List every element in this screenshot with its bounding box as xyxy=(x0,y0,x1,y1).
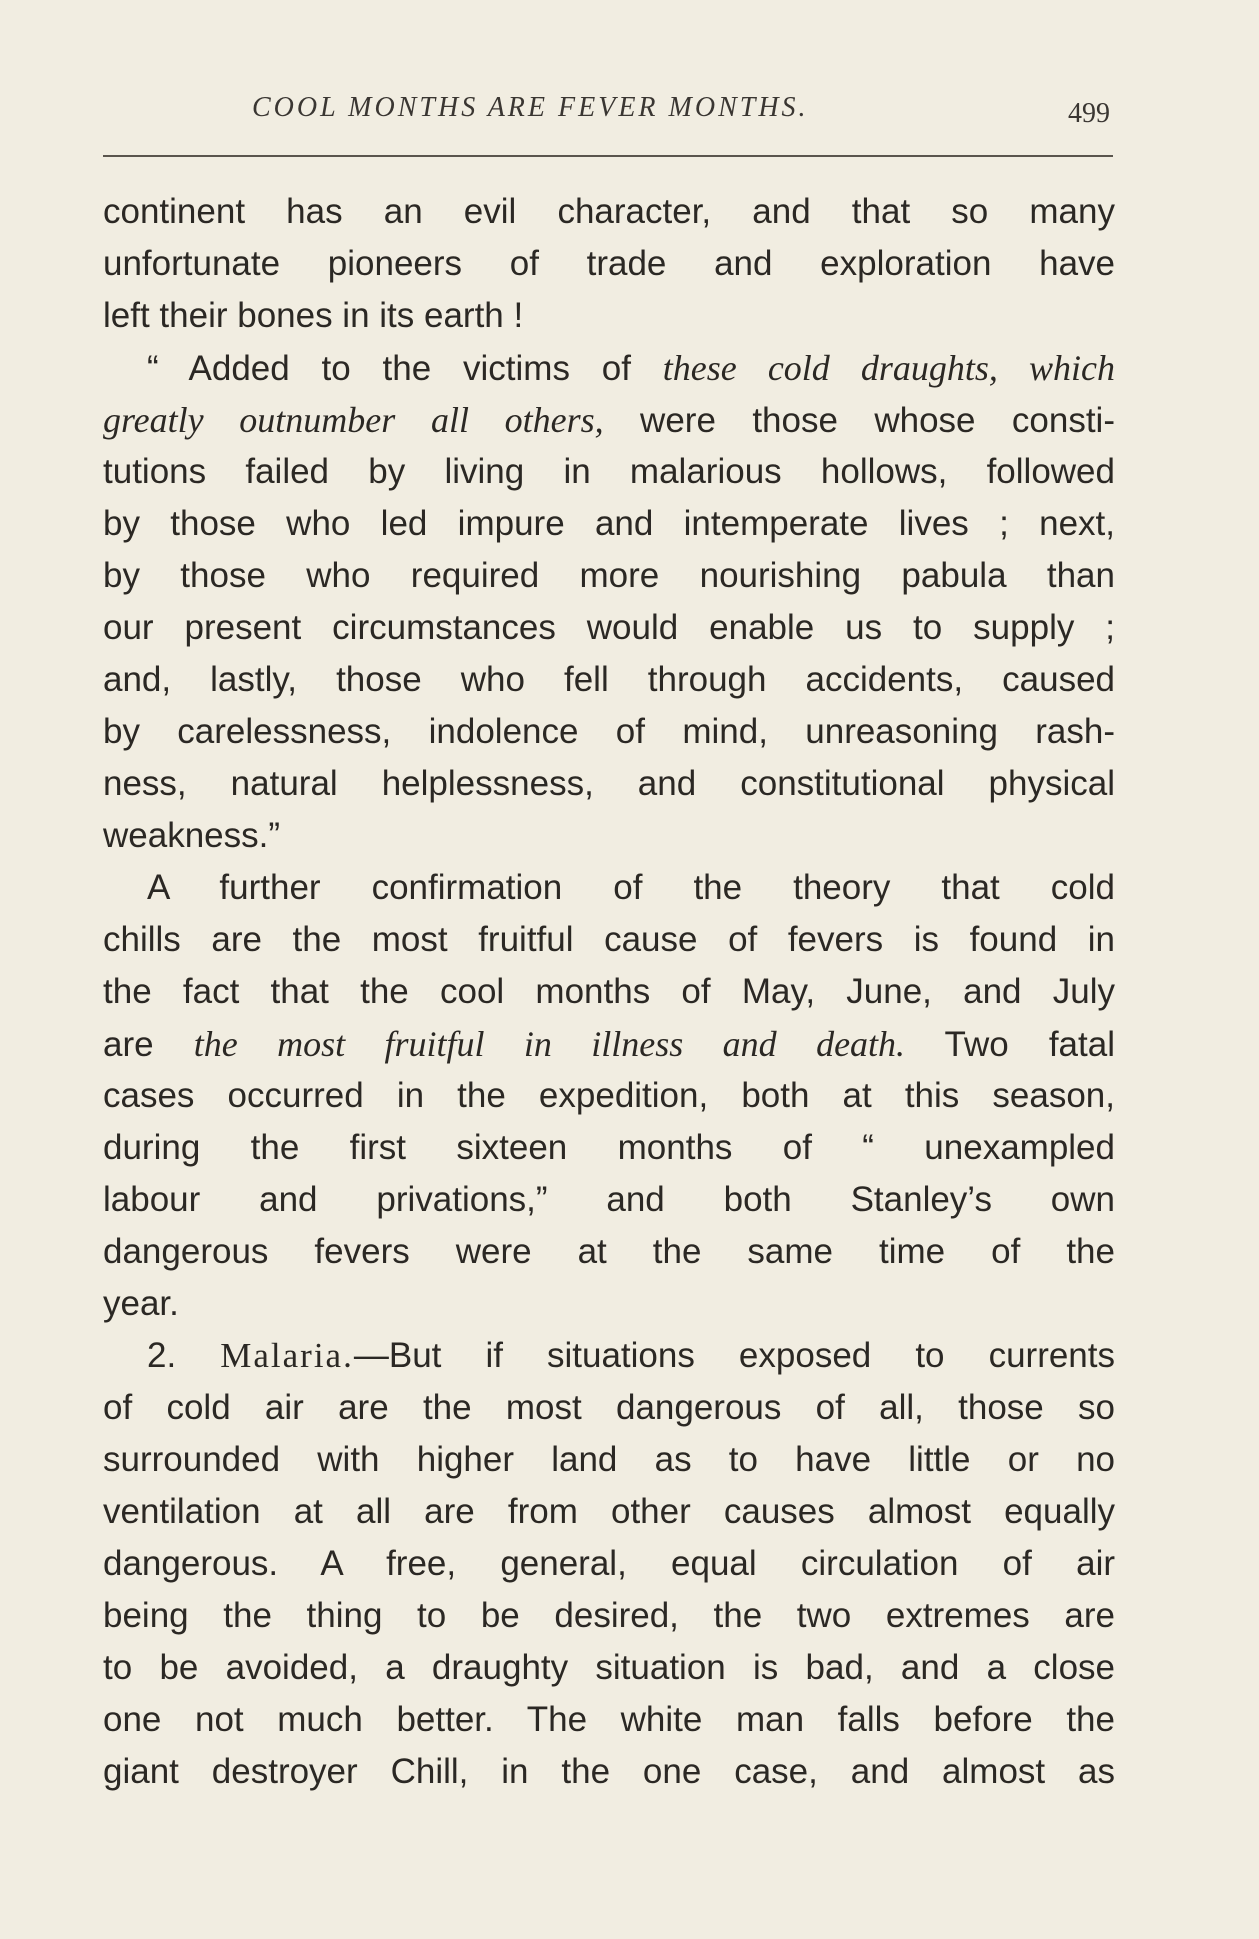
text-line: surrounded with higher land as to have little or no xyxy=(103,1440,1115,1479)
text-line: left their bones in its earth ! xyxy=(103,296,524,335)
text-line: dangerous. A free, general, equal circulation of air xyxy=(103,1544,1115,1583)
text-line: dangerous fevers were at the same time of the xyxy=(103,1232,1115,1271)
text-line: cases occurred in the expedition, both at this season, xyxy=(103,1076,1115,1115)
italic-span: these cold draughts, which xyxy=(662,348,1115,388)
text-span: “ Added to the victims of xyxy=(147,349,663,388)
text-line: ness, natural helplessness, and constitutional physical xyxy=(103,764,1115,803)
text-line: being the thing to be desired, the two extremes are xyxy=(103,1596,1115,1635)
italic-span: the most fruitful in illness and death. xyxy=(193,1024,906,1064)
header-rule xyxy=(103,155,1113,157)
text-line: our present circumstances would enable us to supply ; xyxy=(103,608,1115,647)
text-line: one not much better. The white man falls before the xyxy=(103,1700,1115,1739)
text-line: weakness.” xyxy=(103,816,281,855)
text-line xyxy=(103,1330,1115,1382)
text-line xyxy=(103,1018,1115,1070)
text-line xyxy=(103,394,1115,446)
section-heading: Malaria. xyxy=(220,1336,354,1375)
text-line: labour and privations,” and both Stanley’s own xyxy=(103,1180,1115,1219)
page-number: 499 xyxy=(1068,98,1110,129)
text-line: A further confirmation of the theory that cold xyxy=(147,868,1115,907)
text-line: of cold air are the most dangerous of all, those so xyxy=(103,1388,1115,1427)
text-line: ventilation at all are from other causes almost equally xyxy=(103,1492,1115,1531)
text-line: by carelessness, indolence of mind, unreasoning rash- xyxy=(103,712,1115,751)
text-line: year. xyxy=(103,1284,179,1323)
text-line: by those who led impure and intemperate lives ; next, xyxy=(103,504,1115,543)
text-line xyxy=(103,342,1115,394)
text-line: giant destroyer Chill, in the one case, and almost as xyxy=(103,1752,1115,1791)
running-title: COOL MONTHS ARE FEVER MONTHS. xyxy=(252,92,809,123)
text-span: are xyxy=(103,1025,194,1064)
running-head xyxy=(100,92,1110,132)
italic-span: greatly outnumber all others, xyxy=(103,400,604,440)
text-line: and, lastly, those who fell through accidents, caused xyxy=(103,660,1115,699)
text-line: chills are the most fruitful cause of fevers is found in xyxy=(103,920,1115,959)
text-line: continent has an evil character, and that so many xyxy=(103,192,1115,231)
text-span: were those whose consti- xyxy=(603,401,1115,440)
text-line: during the first sixteen months of “ unexampled xyxy=(103,1128,1115,1167)
text-span: Two fatal xyxy=(905,1025,1115,1064)
text-line: the fact that the cool months of May, June, and July xyxy=(103,972,1115,1011)
text-line: by those who required more nourishing pabula than xyxy=(103,556,1115,595)
text-line: to be avoided, a draughty situation is bad, and a close xyxy=(103,1648,1115,1687)
text-line: tutions failed by living in malarious hollows, followed xyxy=(103,452,1115,491)
text-span: 2. xyxy=(147,1336,221,1375)
text-line: unfortunate pioneers of trade and exploration have xyxy=(103,244,1115,283)
text-span: —But if situations exposed to currents xyxy=(353,1336,1115,1375)
body-text xyxy=(103,186,1115,1798)
